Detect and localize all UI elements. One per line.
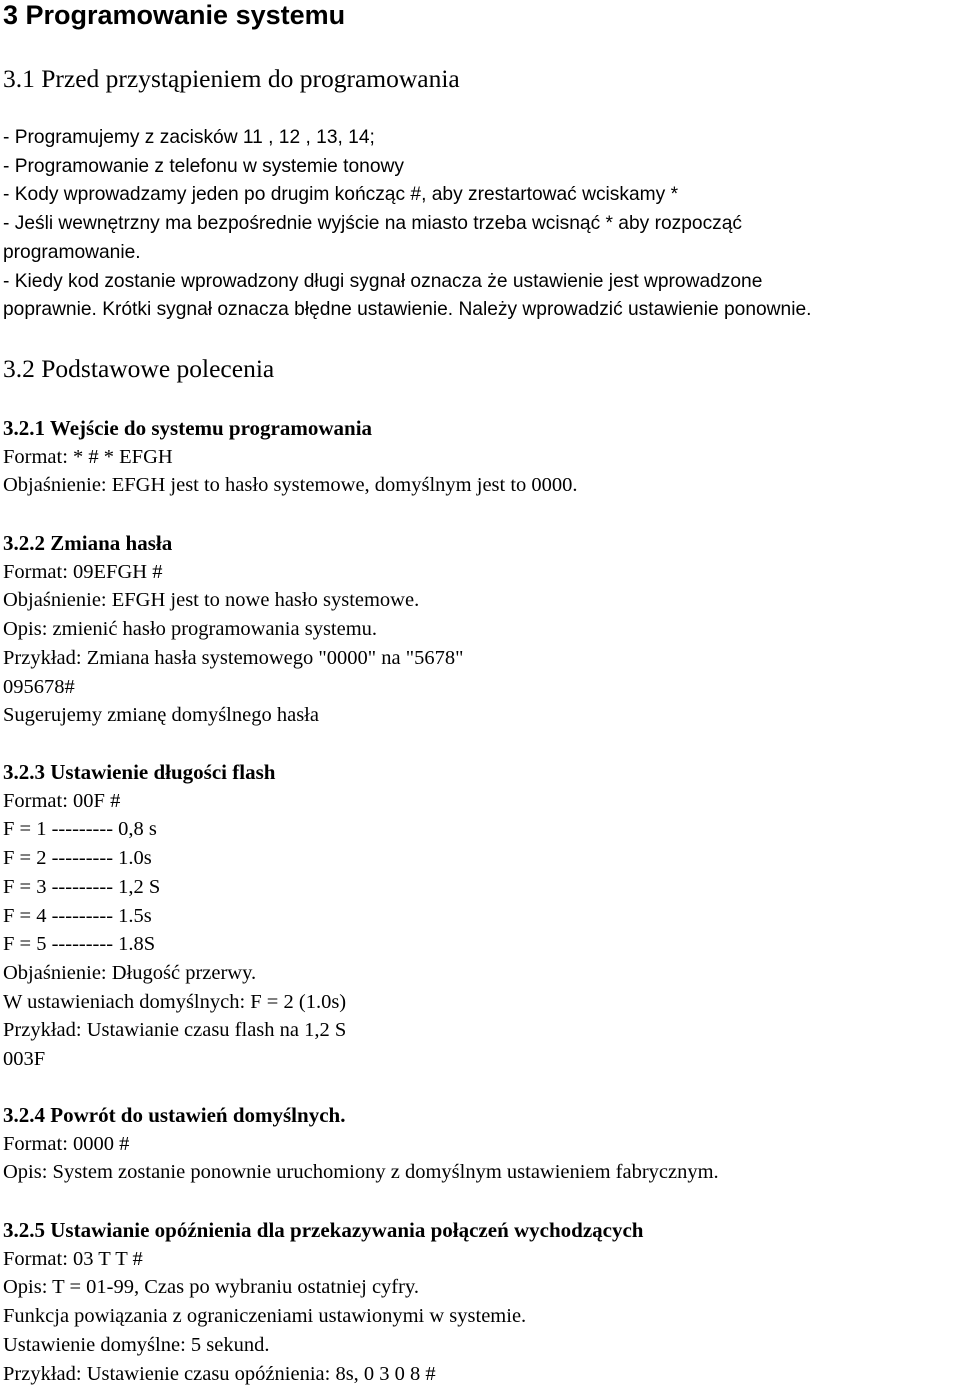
explanation-line: Objaśnienie: EFGH jest to hasło systemowe, domyślnym jest to 0000.: [3, 474, 578, 497]
code-line: 003F: [3, 1048, 46, 1071]
explanation-line: Objaśnienie: Długość przerwy.: [3, 961, 257, 984]
list-item: - Programowanie z telefonu w systemie tonowy: [3, 155, 404, 177]
example-line: Przykład: Ustawienie czasu opóźnienia: 8s, 0 3 0 8 #: [3, 1362, 436, 1385]
page-title: 3 Programowanie systemu: [3, 0, 346, 30]
section-3-2-5: [3, 1216, 644, 1388]
format-line: Format: 03 T T #: [3, 1247, 143, 1270]
function-line: Funkcja powiązania z ograniczeniami ustawionymi w systemie.: [3, 1305, 527, 1328]
subsection-heading: 3.2.5 Ustawianie opóźnienia dla przekazywania połączeń wychodzących: [3, 1218, 644, 1242]
section-3-2-1: [3, 414, 578, 500]
list-item: poprawnie. Krótki sygnał oznacza błędne ustawienie. Należy wprowadzić ustawienie ponownie.: [3, 299, 812, 321]
option-line: F = 2 --------- 1.0s: [3, 847, 152, 870]
default-line: W ustawieniach domyślnych: F = 2 (1.0s): [3, 990, 347, 1013]
section-heading-3-1: 3.1 Przed przystąpieniem do programowania: [3, 64, 460, 93]
section-3-2-2: [3, 529, 463, 730]
subsection-heading: 3.2.2 Zmiana hasła: [3, 531, 173, 555]
subsection-heading: 3.2.1 Wejście do systemu programowania: [3, 416, 373, 440]
format-line: Format: * # * EFGH: [3, 445, 173, 468]
format-line: Format: 09EFGH #: [3, 560, 163, 583]
example-line: Przykład: Ustawianie czasu flash na 1,2 S: [3, 1019, 347, 1042]
option-line: F = 4 --------- 1.5s: [3, 904, 152, 927]
option-line: F = 3 --------- 1,2 S: [3, 875, 161, 898]
list-item: programowanie.: [3, 241, 141, 263]
subsection-heading: 3.2.4 Powrót do ustawień domyślnych.: [3, 1103, 346, 1127]
description-line: Opis: zmienić hasło programowania systemu.: [3, 618, 378, 641]
description-line: Opis: T = 01-99, Czas po wybraniu ostatniej cyfry.: [3, 1276, 419, 1299]
list-item: - Jeśli wewnętrzny ma bezpośrednie wyjście na miasto trzeba wcisnąć * aby rozpocząć: [3, 213, 743, 235]
section-3-2-4: [3, 1101, 719, 1187]
section-heading-3-2: 3.2 Podstawowe polecenia: [3, 354, 275, 383]
option-line: F = 5 --------- 1.8S: [3, 933, 156, 956]
option-line: F = 1 --------- 0,8 s: [3, 818, 157, 841]
list-item: - Programujemy z zacisków 11 , 12 , 13, 14;: [3, 127, 375, 148]
example-line: Przykład: Zmiana hasła systemowego "0000" na "5678": [3, 646, 464, 669]
list-item: - Kody wprowadzamy jeden po drugim kończąc #, aby zrestartować wciskamy *: [3, 184, 679, 206]
format-line: Format: 0000 #: [3, 1132, 130, 1155]
suggestion-line: Sugerujemy zmianę domyślnego hasła: [3, 704, 319, 727]
format-line: Format: 00F #: [3, 789, 121, 812]
explanation-line: Objaśnienie: EFGH jest to nowe hasło systemowe.: [3, 589, 420, 612]
subsection-heading: 3.2.3 Ustawienie długości flash: [3, 760, 276, 784]
list-item: - Kiedy kod zostanie wprowadzony długi sygnał oznacza że ustawienie jest wprowadzone: [3, 270, 763, 292]
code-line: 095678#: [3, 675, 75, 698]
default-line: Ustawienie domyślne: 5 sekund.: [3, 1333, 270, 1356]
section-3-2-3: [3, 758, 346, 1074]
description-line: Opis: System zostanie ponownie uruchomiony z domyślnym ustawieniem fabrycznym.: [3, 1161, 719, 1184]
section-3-1-body: [3, 124, 811, 325]
